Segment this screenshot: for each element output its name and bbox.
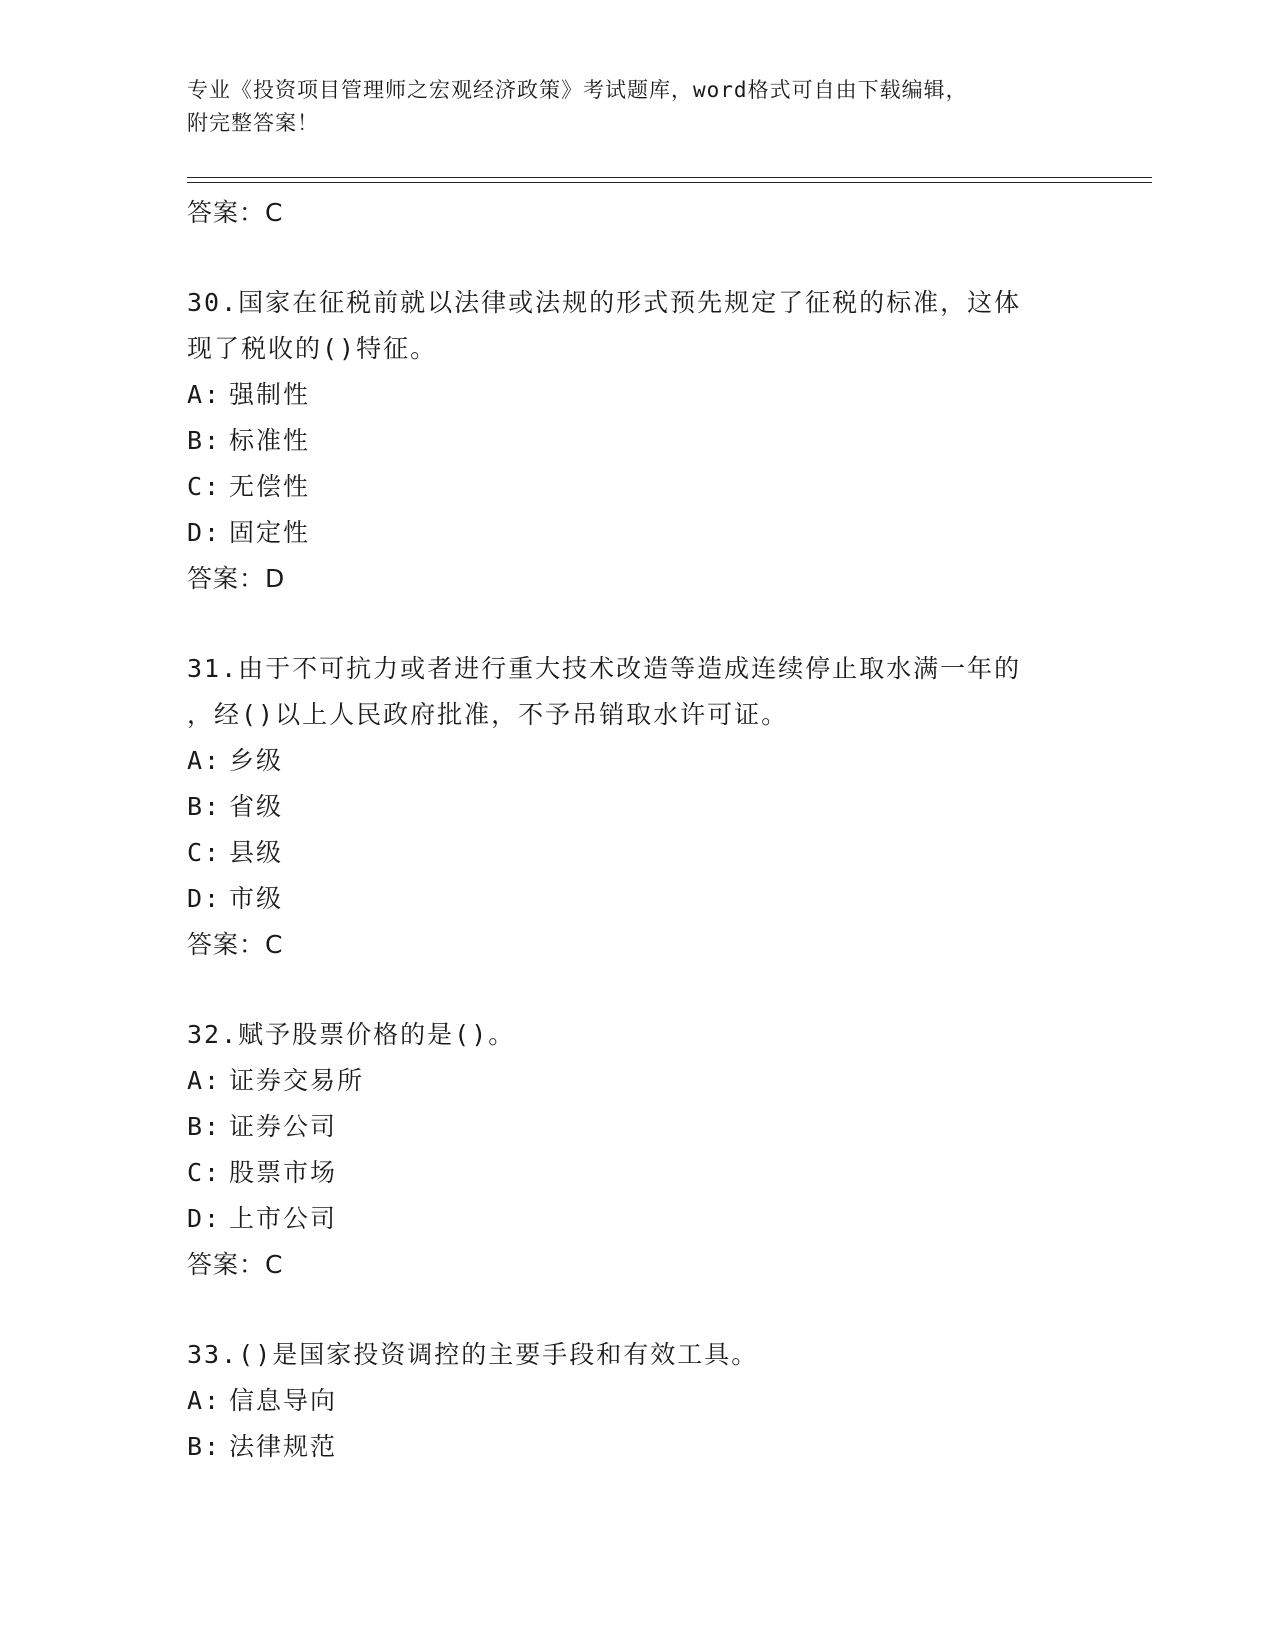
option-d [187,510,1087,556]
question-text [187,646,1087,738]
option-text: 证券公司 [229,1112,338,1141]
option-text: 市级 [229,884,284,913]
option-a [187,1378,1087,1424]
option-letter: A: [187,380,222,409]
answer-line: 答案：C [187,198,284,227]
option-text: 省级 [229,792,284,821]
option-letter: D: [187,1204,222,1233]
option-text: 证券交易所 [229,1066,365,1095]
answer-line: 答案：D [187,564,286,593]
option-text: 股票市场 [229,1158,338,1187]
option-letter: C: [187,1158,222,1187]
option-letter: A: [187,1066,222,1095]
option-c [187,464,1087,510]
option-text: 上市公司 [229,1204,338,1233]
question-text [187,1332,1087,1378]
document-header [187,74,1087,140]
header-divider-bottom [187,182,1152,183]
option-letter: A: [187,1386,222,1415]
option-text: 无偿性 [229,472,311,501]
answer-line: 答案：C [187,1250,284,1279]
option-letter: B: [187,426,222,455]
option-b [187,1104,1087,1150]
option-b [187,418,1087,464]
question-32 [187,1012,1087,1288]
option-text: 强制性 [229,380,311,409]
option-letter: A: [187,746,222,775]
option-text: 乡级 [229,746,284,775]
option-d [187,876,1087,922]
option-d [187,1196,1087,1242]
option-c [187,830,1087,876]
option-text: 县级 [229,838,284,867]
option-letter: B: [187,1432,222,1461]
option-letter: B: [187,1112,222,1141]
option-text: 标准性 [229,426,311,455]
option-letter: C: [187,472,222,501]
option-a [187,738,1087,784]
answer-line: 答案：C [187,930,284,959]
question-30 [187,280,1087,602]
question-text-line: 31.由于不可抗力或者进行重大技术改造等造成连续停止取水满一年的 [187,654,1022,683]
question-31 [187,646,1087,968]
question-text-line: 32.赋予股票价格的是()。 [187,1020,516,1049]
option-b [187,784,1087,830]
question-text [187,280,1087,372]
option-c [187,1150,1087,1196]
question-text-line: 30.国家在征税前就以法律或法规的形式预先规定了征税的标准，这体 [187,288,1022,317]
header-line-2: 附完整答案！ [187,111,319,135]
option-letter: D: [187,884,222,913]
question-text-line: 33.()是国家投资调控的主要手段和有效工具。 [187,1340,759,1369]
question-33 [187,1332,1087,1470]
option-a [187,1058,1087,1104]
question-text-line: 现了税收的()特征。 [187,334,438,363]
header-divider-top [187,177,1152,178]
option-text: 法律规范 [229,1432,338,1461]
question-text-line: ，经()以上人民政府批准，不予吊销取水许可证。 [187,700,789,729]
header-line-1: 专业《投资项目管理师之宏观经济政策》考试题库，word格式可自由下载编辑， [187,78,968,102]
question-list [187,190,1087,1470]
option-a [187,372,1087,418]
option-text: 信息导向 [229,1386,338,1415]
question-text [187,1012,1087,1058]
option-b [187,1424,1087,1470]
option-letter: B: [187,792,222,821]
option-text: 固定性 [229,518,311,547]
option-letter: D: [187,518,222,547]
option-letter: C: [187,838,222,867]
